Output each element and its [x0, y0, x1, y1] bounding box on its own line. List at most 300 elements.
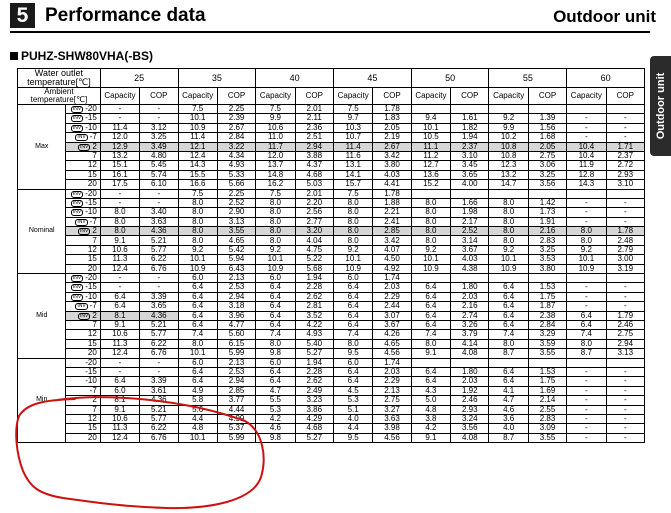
- cop-cell: 2.13: [217, 358, 255, 367]
- cop-cell: 1.91: [528, 217, 566, 226]
- capacity-cell: 5.0: [411, 396, 450, 405]
- cop-header: COP: [451, 88, 489, 105]
- capacity-cell: 6.4: [333, 283, 372, 292]
- cop-cell: 2.52: [451, 227, 489, 236]
- table-row: [18, 424, 645, 433]
- ambient-temp-value: -20: [85, 273, 97, 283]
- capacity-cell: 8.0: [411, 198, 450, 207]
- cop-cell: 5.33: [217, 170, 255, 179]
- cop-cell: [451, 105, 489, 114]
- capacity-cell: 8.0: [256, 227, 295, 236]
- cop-cell: 3.56: [528, 180, 566, 189]
- capacity-cell: -: [100, 367, 139, 376]
- cop-cell: 1.92: [451, 386, 489, 395]
- capacity-cell: 6.4: [256, 302, 295, 311]
- capacity-cell: 5.5: [256, 396, 295, 405]
- capacity-cell: 10.6: [100, 330, 139, 339]
- cop-cell: 2.84: [217, 133, 255, 142]
- capacity-cell: 7.5: [256, 105, 295, 114]
- capacity-cell: 4.8: [411, 405, 450, 414]
- cop-cell: 3.55: [528, 433, 566, 442]
- capacity-cell: 10.9: [489, 264, 528, 273]
- cop-cell: 4.80: [140, 151, 178, 160]
- table-row: [18, 208, 645, 217]
- capacity-cell: 17.5: [100, 180, 139, 189]
- capacity-cell: 10.1: [333, 255, 372, 264]
- capacity-cell: 12.8: [567, 170, 606, 179]
- capacity-cell: 11.0: [256, 133, 295, 142]
- capacity-cell: 10.9: [333, 264, 372, 273]
- capacity-cell: -: [567, 405, 606, 414]
- ambient-temp-value: -20: [85, 104, 97, 114]
- cop-cell: -: [140, 105, 178, 114]
- capacity-cell: 6.4: [178, 367, 217, 376]
- ambient-temp-value: -7: [89, 386, 97, 395]
- cop-cell: 2.67: [217, 123, 255, 132]
- cop-cell: 2.16: [528, 227, 566, 236]
- capacity-cell: 14.3: [178, 161, 217, 170]
- capacity-cell: 6.4: [411, 367, 450, 376]
- cop-cell: 2.55: [528, 405, 566, 414]
- cop-cell: 1.74: [373, 358, 411, 367]
- capacity-cell: 12.4: [178, 151, 217, 160]
- inverter-badge-icon: INV: [79, 312, 89, 319]
- capacity-cell: 8.0: [100, 217, 139, 226]
- capacity-cell: 15.5: [178, 170, 217, 179]
- capacity-cell: 8.0: [333, 227, 372, 236]
- cop-cell: -: [606, 133, 644, 142]
- capacity-cell: 12.7: [411, 161, 450, 170]
- capacity-cell: 11.4: [333, 142, 372, 151]
- capacity-cell: 13.6: [411, 170, 450, 179]
- capacity-cell: -: [567, 302, 606, 311]
- ambient-temp-value: -15: [85, 367, 97, 376]
- capacity-cell: 9.9: [256, 114, 295, 123]
- cop-cell: 3.22: [217, 142, 255, 151]
- cop-cell: 3.26: [451, 320, 489, 329]
- cop-cell: 4.68: [295, 424, 333, 433]
- ambient-temp-cell: [66, 414, 100, 423]
- table-row: [18, 236, 645, 245]
- table-row: [18, 396, 645, 405]
- capacity-cell: 8.0: [100, 227, 139, 236]
- cop-cell: 5.60: [217, 330, 255, 339]
- capacity-cell: 16.6: [178, 180, 217, 189]
- capacity-cell: 6.0: [178, 274, 217, 283]
- capacity-cell: 11.4: [100, 123, 139, 132]
- capacity-cell: 14.7: [489, 180, 528, 189]
- ambient-temp-cell: [66, 236, 100, 245]
- inverter-badge-icon: INV: [72, 209, 82, 216]
- cop-cell: 4.36: [140, 311, 178, 320]
- cop-cell: 3.63: [373, 414, 411, 423]
- capacity-cell: 6.4: [178, 320, 217, 329]
- cop-cell: 2.79: [606, 245, 644, 254]
- ambient-temp-value: 2: [92, 226, 97, 236]
- bullet-square-icon: [10, 52, 18, 60]
- cop-cell: 2.53: [217, 367, 255, 376]
- cop-cell: 3.18: [217, 302, 255, 311]
- cop-cell: -: [606, 424, 644, 433]
- capacity-cell: 6.4: [178, 377, 217, 386]
- ambient-temp-cell: [66, 142, 100, 151]
- capacity-cell: 8.0: [256, 198, 295, 207]
- capacity-cell: 6.4: [411, 320, 450, 329]
- cop-cell: 4.04: [295, 236, 333, 245]
- capacity-cell: 9.1: [100, 320, 139, 329]
- capacity-cell: 6.4: [567, 311, 606, 320]
- capacity-cell: -: [567, 123, 606, 132]
- cop-cell: 4.65: [373, 339, 411, 348]
- table-row: [18, 227, 645, 236]
- capacity-cell: 4.6: [489, 405, 528, 414]
- ambient-temp-value: 7: [92, 235, 97, 245]
- capacity-cell: [489, 105, 528, 114]
- cop-cell: 2.29: [373, 292, 411, 301]
- cop-cell: 6.22: [140, 424, 178, 433]
- capacity-cell: 12.1: [178, 142, 217, 151]
- capacity-cell: 8.0: [333, 236, 372, 245]
- cop-cell: [451, 274, 489, 283]
- capacity-header: Capacity: [333, 88, 372, 105]
- cop-cell: 3.00: [606, 255, 644, 264]
- capacity-cell: -: [567, 198, 606, 207]
- cop-cell: 4.56: [373, 349, 411, 358]
- capacity-cell: 9.8: [256, 349, 295, 358]
- cop-cell: 4.38: [451, 264, 489, 273]
- cop-cell: 2.37: [451, 142, 489, 151]
- ambient-temp-value: 12: [87, 414, 97, 423]
- capacity-cell: 10.6: [256, 123, 295, 132]
- side-tab-label: Outdoor unit: [654, 72, 667, 140]
- cop-cell: 1.87: [528, 302, 566, 311]
- cop-cell: -: [606, 367, 644, 376]
- cop-cell: 6.15: [217, 339, 255, 348]
- capacity-cell: 15.2: [411, 180, 450, 189]
- capacity-cell: 4.8: [178, 424, 217, 433]
- capacity-cell: 8.0: [178, 217, 217, 226]
- capacity-cell: 6.4: [489, 292, 528, 301]
- table-row: [18, 292, 645, 301]
- capacity-cell: 4.9: [178, 386, 217, 395]
- cop-cell: 1.42: [528, 198, 566, 207]
- capacity-cell: 6.4: [567, 320, 606, 329]
- capacity-cell: 6.4: [178, 311, 217, 320]
- operation-mode-label: Min: [18, 358, 66, 443]
- inverter-badge-icon: INV: [79, 143, 89, 150]
- capacity-cell: 7.4: [178, 330, 217, 339]
- capacity-cell: -: [100, 358, 139, 367]
- capacity-cell: 10.1: [411, 255, 450, 264]
- capacity-cell: -: [567, 292, 606, 301]
- cop-cell: 2.36: [295, 123, 333, 132]
- capacity-cell: 10.2: [489, 133, 528, 142]
- capacity-cell: 6.0: [256, 358, 295, 367]
- ambient-temp-value: -10: [85, 207, 97, 217]
- cop-cell: 3.42: [373, 236, 411, 245]
- cop-cell: 2.51: [295, 133, 333, 142]
- capacity-cell: 11.4: [178, 133, 217, 142]
- table-row: [18, 320, 645, 329]
- cop-cell: 2.93: [606, 170, 644, 179]
- ambient-temp-value: 15: [87, 254, 97, 264]
- capacity-cell: 10.4: [567, 142, 606, 151]
- capacity-cell: 15.7: [333, 180, 372, 189]
- capacity-cell: 9.7: [333, 114, 372, 123]
- table-row: [18, 283, 645, 292]
- cop-cell: 5.37: [217, 424, 255, 433]
- capacity-cell: 6.4: [100, 302, 139, 311]
- capacity-cell: 8.7: [567, 349, 606, 358]
- cop-cell: 3.67: [451, 245, 489, 254]
- capacity-cell: 13.2: [100, 151, 139, 160]
- capacity-cell: 8.0: [489, 198, 528, 207]
- capacity-cell: 11.6: [333, 151, 372, 160]
- capacity-cell: 6.4: [100, 292, 139, 301]
- cop-cell: 3.65: [140, 302, 178, 311]
- cop-cell: 6.76: [140, 433, 178, 442]
- table-row: [18, 302, 645, 311]
- table-row: [18, 105, 645, 114]
- capacity-cell: 9.2: [489, 245, 528, 254]
- capacity-cell: 11.9: [567, 161, 606, 170]
- capacity-cell: -: [567, 133, 606, 142]
- capacity-cell: 6.0: [100, 386, 139, 395]
- capacity-cell: 9.2: [567, 245, 606, 254]
- capacity-cell: 6.4: [100, 377, 139, 386]
- ambient-temp-cell: [66, 396, 100, 405]
- capacity-cell: 6.4: [256, 292, 295, 301]
- capacity-cell: 10.1: [178, 255, 217, 264]
- ambient-temp-cell: [66, 189, 100, 198]
- capacity-cell: -: [567, 114, 606, 123]
- cop-cell: 1.98: [451, 208, 489, 217]
- capacity-cell: 4.0: [333, 414, 372, 423]
- capacity-cell: 6.0: [256, 274, 295, 283]
- capacity-cell: 10.1: [178, 349, 217, 358]
- capacity-cell: 6.4: [256, 320, 295, 329]
- cop-cell: -: [606, 208, 644, 217]
- capacity-cell: 10.7: [333, 133, 372, 142]
- capacity-cell: 8.0: [489, 227, 528, 236]
- cop-cell: 3.07: [373, 311, 411, 320]
- capacity-cell: 8.0: [567, 339, 606, 348]
- cop-cell: -: [140, 274, 178, 283]
- cop-cell: 1.94: [451, 133, 489, 142]
- cop-cell: 2.38: [528, 311, 566, 320]
- inverter-badge-icon: INV: [77, 218, 86, 225]
- capacity-cell: 8.0: [256, 208, 295, 217]
- capacity-cell: 13.2: [489, 170, 528, 179]
- ambient-temp-value: -10: [85, 376, 97, 386]
- cop-cell: -: [606, 123, 644, 132]
- capacity-cell: 10.3: [333, 123, 372, 132]
- capacity-cell: 11.1: [411, 142, 450, 151]
- capacity-cell: 10.1: [256, 255, 295, 264]
- water-temp-header: 50: [411, 69, 489, 88]
- capacity-cell: 15.1: [100, 161, 139, 170]
- cop-cell: 6.22: [140, 339, 178, 348]
- capacity-cell: 9.8: [256, 433, 295, 442]
- capacity-cell: 9.9: [489, 123, 528, 132]
- capacity-cell: 13.7: [256, 161, 295, 170]
- ambient-temp-cell: [66, 274, 100, 283]
- capacity-cell: 4.7: [256, 386, 295, 395]
- cop-cell: 2.48: [606, 236, 644, 245]
- capacity-cell: 6.0: [178, 358, 217, 367]
- cop-cell: 4.00: [451, 180, 489, 189]
- cop-cell: 3.19: [606, 264, 644, 273]
- cop-cell: 1.94: [295, 274, 333, 283]
- cop-cell: 2.67: [373, 142, 411, 151]
- cop-cell: 4.65: [217, 236, 255, 245]
- ambient-temp-value: 12: [87, 329, 97, 339]
- capacity-cell: -: [567, 386, 606, 395]
- cop-cell: 3.61: [140, 386, 178, 395]
- side-tab[interactable]: [650, 56, 671, 156]
- capacity-cell: 4.0: [489, 424, 528, 433]
- capacity-cell: 8.0: [256, 236, 295, 245]
- cop-cell: 4.22: [295, 320, 333, 329]
- capacity-cell: 4.5: [333, 386, 372, 395]
- cop-cell: [451, 189, 489, 198]
- cop-cell: 2.84: [528, 320, 566, 329]
- cop-cell: 4.26: [373, 330, 411, 339]
- capacity-header: Capacity: [256, 88, 295, 105]
- cop-cell: [528, 189, 566, 198]
- cop-cell: 5.21: [140, 320, 178, 329]
- capacity-cell: [567, 189, 606, 198]
- capacity-cell: -: [567, 424, 606, 433]
- ambient-temp-cell: [66, 358, 100, 367]
- capacity-cell: [567, 274, 606, 283]
- cop-cell: 4.44: [217, 405, 255, 414]
- cop-cell: [528, 274, 566, 283]
- cop-cell: 4.36: [140, 227, 178, 236]
- cop-cell: 1.75: [528, 292, 566, 301]
- cop-cell: 2.85: [373, 227, 411, 236]
- cop-cell: 2.37: [606, 151, 644, 160]
- ambient-temp-cell: [66, 424, 100, 433]
- capacity-cell: 8.0: [567, 236, 606, 245]
- cop-header: COP: [140, 88, 178, 105]
- capacity-cell: [489, 189, 528, 198]
- capacity-cell: -: [100, 189, 139, 198]
- capacity-cell: -: [567, 367, 606, 376]
- cop-cell: 2.94: [295, 142, 333, 151]
- capacity-cell: 7.5: [178, 189, 217, 198]
- cop-cell: 6.22: [140, 255, 178, 264]
- cop-cell: 2.46: [451, 396, 489, 405]
- water-temp-header: 60: [567, 69, 645, 88]
- ambient-label: [18, 88, 101, 105]
- capacity-cell: 9.1: [411, 433, 450, 442]
- capacity-cell: 8.7: [489, 349, 528, 358]
- water-temp-header: 45: [333, 69, 411, 88]
- cop-cell: 2.39: [217, 114, 255, 123]
- table-row: [18, 264, 645, 273]
- capacity-cell: 16.2: [256, 180, 295, 189]
- inverter-badge-icon: INV: [72, 124, 82, 131]
- capacity-cell: -: [100, 105, 139, 114]
- ambient-temp-value: 12: [87, 245, 97, 254]
- capacity-cell: 11.3: [100, 339, 139, 348]
- cop-cell: 3.14: [451, 236, 489, 245]
- cop-cell: [528, 105, 566, 114]
- cop-cell: 4.34: [217, 151, 255, 160]
- cop-cell: 2.81: [295, 302, 333, 311]
- cop-cell: 3.52: [295, 311, 333, 320]
- capacity-cell: 9.2: [256, 245, 295, 254]
- cop-cell: -: [606, 217, 644, 226]
- cop-cell: 5.99: [217, 433, 255, 442]
- capacity-cell: 10.8: [489, 151, 528, 160]
- capacity-cell: 10.1: [178, 433, 217, 442]
- capacity-cell: [567, 358, 606, 367]
- cop-cell: 4.29: [295, 414, 333, 423]
- capacity-cell: 8.0: [333, 339, 372, 348]
- capacity-cell: 8.0: [256, 217, 295, 226]
- capacity-cell: 13.1: [333, 161, 372, 170]
- capacity-cell: 6.4: [489, 377, 528, 386]
- capacity-cell: 4.2: [256, 414, 295, 423]
- cop-cell: 1.39: [528, 114, 566, 123]
- model-name: PUHZ-SHW80VHA(-BS): [21, 49, 153, 63]
- ambient-temp-value: 20: [87, 433, 97, 442]
- header-row-ambient: [18, 88, 645, 105]
- capacity-cell: 11.3: [100, 424, 139, 433]
- capacity-cell: 10.4: [567, 151, 606, 160]
- cop-cell: 2.05: [373, 123, 411, 132]
- capacity-cell: [411, 358, 450, 367]
- capacity-cell: 8.0: [411, 339, 450, 348]
- capacity-cell: 5.8: [178, 396, 217, 405]
- capacity-cell: [411, 274, 450, 283]
- cop-cell: 3.25: [528, 245, 566, 254]
- capacity-cell: 10.1: [489, 255, 528, 264]
- inverter-badge-icon: INV: [77, 303, 86, 310]
- cop-cell: 3.29: [528, 330, 566, 339]
- capacity-cell: 4.6: [256, 424, 295, 433]
- ambient-temp-cell: [66, 245, 100, 254]
- inverter-badge-icon: INV: [72, 190, 82, 197]
- cop-cell: 2.16: [451, 302, 489, 311]
- table-row: [18, 180, 645, 189]
- cop-cell: 1.88: [373, 198, 411, 207]
- cop-cell: 2.56: [295, 208, 333, 217]
- capacity-cell: 10.5: [411, 133, 450, 142]
- cop-cell: 3.13: [217, 217, 255, 226]
- cop-cell: 2.46: [606, 320, 644, 329]
- cop-cell: 1.73: [528, 208, 566, 217]
- capacity-cell: 6.4: [411, 292, 450, 301]
- capacity-cell: 10.6: [100, 414, 139, 423]
- capacity-cell: 8.7: [489, 433, 528, 442]
- cop-cell: 2.52: [217, 198, 255, 207]
- water-temp-header: 25: [100, 69, 178, 88]
- ambient-temp-cell: [66, 349, 100, 358]
- capacity-cell: 7.4: [256, 330, 295, 339]
- capacity-cell: 6.4: [256, 377, 295, 386]
- table-row: [18, 123, 645, 132]
- cop-cell: 4.37: [295, 161, 333, 170]
- ambient-temp-value: -20: [85, 189, 97, 198]
- table-row: [18, 405, 645, 414]
- cop-cell: 3.59: [528, 339, 566, 348]
- capacity-cell: 4.3: [411, 386, 450, 395]
- capacity-cell: 8.0: [411, 208, 450, 217]
- capacity-cell: 11.7: [256, 142, 295, 151]
